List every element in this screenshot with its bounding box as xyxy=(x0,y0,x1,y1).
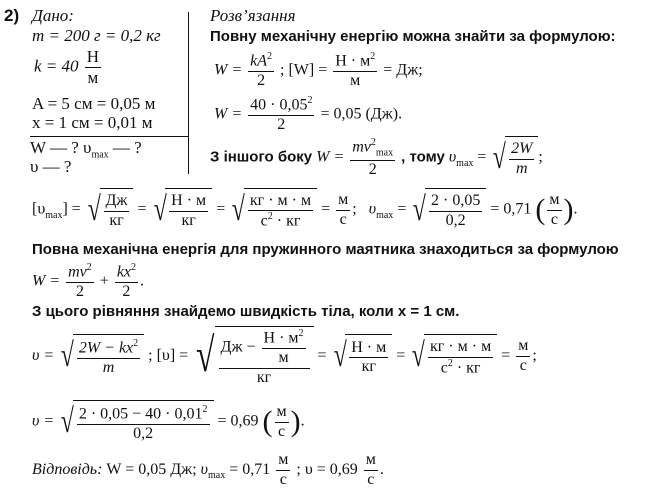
given-displacement: x = 1 см = 0,01 м xyxy=(32,113,153,132)
solution-intro: Повну механічну енергію можна знайти за формулою: xyxy=(210,28,616,45)
given-heading: Дано: xyxy=(32,6,74,25)
find-line-1: W — ? $\upsilon_{max}$ — ? xyxy=(30,138,142,161)
formula-vmax-units: $[\upsilon_{max}]$ = √ $\frac{Дж}{кг}$ = √ $\frac{Н \cdot м}{кг}$ = √ $\frac{кг \cdot м \cdot м}{с^2 \cdot кг}$ = $\frac{м}{с}$ ; $\upsilon_{max}$ = √ $\frac{2 \cdot 0,05}{0,2}$ = 0,71 ( $\frac{м}{с}$ ). xyxy=(32,188,578,232)
formula-energy-value: W = $\frac{40 \cdot 0,05^2}{2}$ = 0,05 (Дж). xyxy=(214,95,403,134)
text-find-speed: З цього рівняння знайдемо швидкість тіла, коли x = 1 см. xyxy=(32,303,460,320)
find-line-2: υ — ? xyxy=(30,157,72,176)
formula-total-energy: W = $\frac{mv^2}{2}$ + $\frac{kx^2}{2}$ . xyxy=(32,262,145,301)
solution-heading: Розв’язання xyxy=(210,6,296,25)
given-amplitude: A = 5 см = 0,05 м xyxy=(32,94,156,113)
formula-vmax: З іншого боку W = $\frac{mv^2_{max}}{2}$ , тому $\upsilon_{max}$ = √ $\frac{2W}{m}$ ; xyxy=(210,136,543,180)
given-vertical-divider xyxy=(188,12,189,174)
formula-energy: W = $\frac{kA^2}{2}$ ; [W] = $\frac{Н \cdot м^2}{м}$ = Дж; xyxy=(214,51,423,90)
formula-speed-value: υ = √ $\frac{2 \cdot 0,05 - 40 \cdot 0,01^2}{0,2}$ = 0,69 ( $\frac{м}{с}$ ). xyxy=(32,400,305,444)
problem-number: 2) xyxy=(4,6,20,25)
answer-line: Відповідь: W = 0,05 Дж; $\upsilon_{max} = 0,71$ $\frac{м}{с}$ ; υ = 0,69 $\frac{м}{с}$ . xyxy=(32,451,384,488)
text-pendulum-energy: Повна механічна енергія для пружинного маятника знаходиться за формулою xyxy=(32,241,619,258)
given-divider xyxy=(30,136,188,137)
given-stiffness: k = 40 $\frac{Н}{м}$ xyxy=(34,47,100,87)
given-mass: m = 200 г = 0,2 кг xyxy=(32,26,161,45)
formula-speed: υ = √ $\frac{2W - kx^2}{m}$ ; [υ] = √ Дж − $\frac{Н \cdot м^2}{м}$ кг = √ $\frac{Н \cdot м}{кг}$ = √ $\frac{кг \cdot м \cdot м}{с^2 \cdot кг}$ = $\frac{м}{с}$ ; xyxy=(32,328,537,386)
